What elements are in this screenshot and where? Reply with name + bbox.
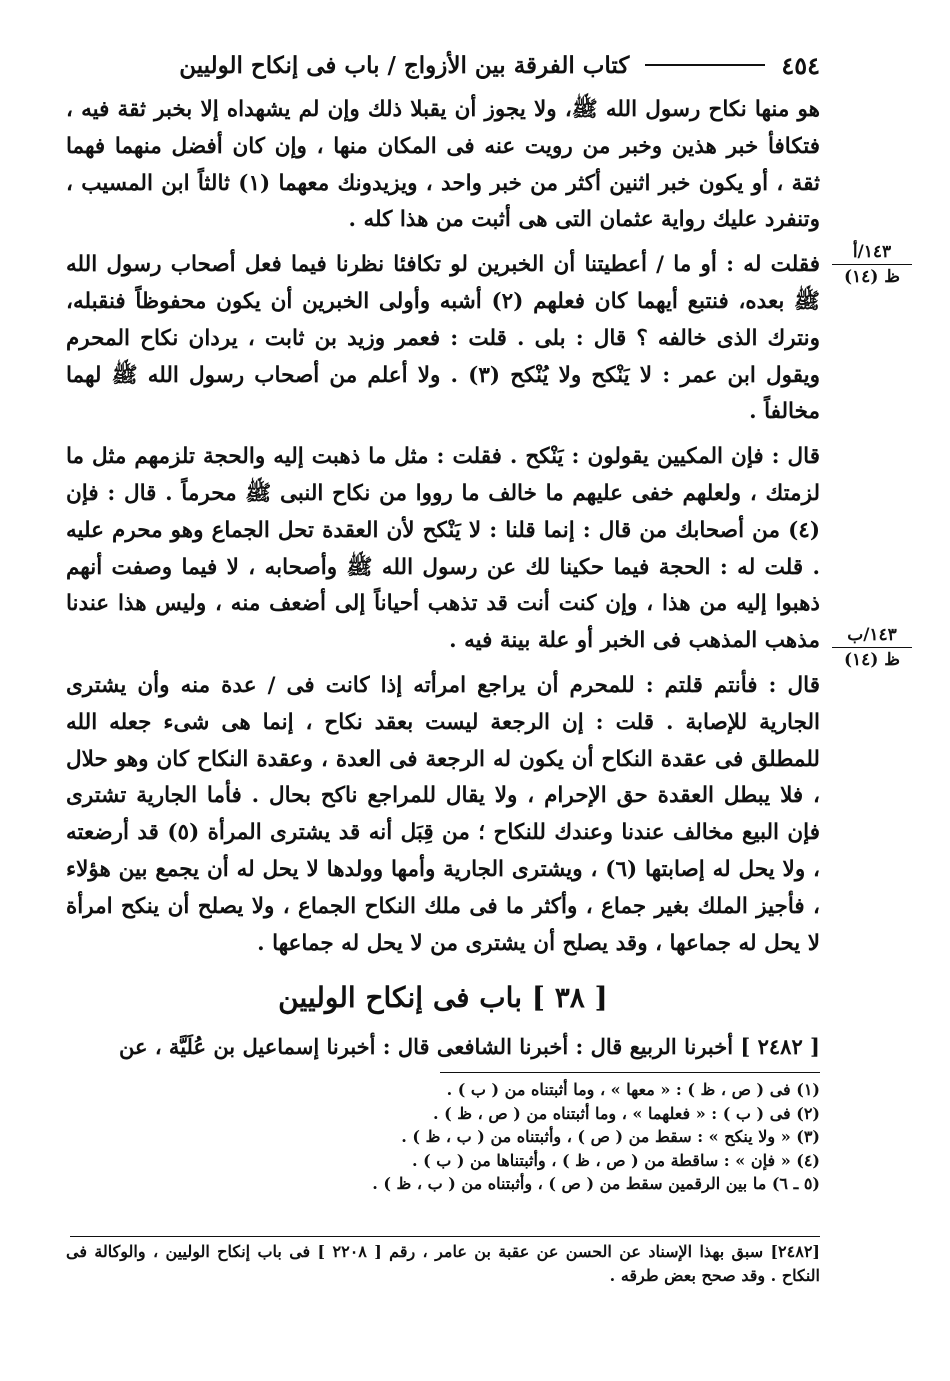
takhrij-note: [٢٤٨٢] سبق بهذا الإسناد عن الحسن عن عقبة بن عامر ، رقم [ ٢٢٠٨ ] فى باب إنكاح الوليين ، والوكالة فى النكاح . وقد صحح بعض طرقه . [66, 1242, 820, 1285]
paragraph: فقلت له : أو ما / أعطيتنا أن الخبرين لو تكافئا نظرنا فيما فعل أصحاب رسول الله ﷺ بعده، فنتبع أيهما كان فعلهم (٢) أشبه وأولى الخبرين أن يكون محفوظاً فنقبله، ونترك الذى خالفه ؟ قال : بلى . قلت : فعمر وزيد بن ثابت ، يردان نكاح المحرم ويقول ابن عمر : لا يَنْكح ولا يُنْكح (٣) . ولا أعلم من أصحاب رسول الله ﷺ لهما مخالفاً . [66, 252, 820, 425]
footnote: (٥ ـ ٦) ما بين الرقمين سقط من ( ص ) ، وأثبتناه من ( ب ، ظ ) . [372, 1174, 820, 1194]
margin-note [832, 625, 912, 670]
page-number: ٤٥٤ [781, 50, 820, 80]
takhrij-separator [70, 1236, 820, 1237]
main-text [66, 92, 820, 962]
paragraph: قال : فأنتم قلتم : للمحرم أن يراجع امرأته إذا كانت فى / عدة منه وأن يشترى الجارية للإصابة . قلت : إن الرجعة ليست بعقد نكاح ، إنما هى شىء جعله الله للمطلق فى عقدة النكاح أن يكون له الرجعة فى العدة ، وعقدة النكاح كان وهو حلال ، فلا يبطل العقدة حق الإحرام ، ولا يقال للمراجع ناكح بحال . فأما الجارية تشترى فإن البيع مخالف عندنا وعندك للنكاح ؛ من قِبَل أنه قد يشترى المرأة (٥) قد أرضعته ، ولا يحل له إصابتها (٦) ، ويشترى الجارية وأمها وولدها لا يحل له أن يجمع بين هؤلاء ، فأجيز الملك بغير جماع ، وأكثر ما فى ملك النكاح الجماع ، ولا يصلح أن ينكح امرأة لا يحل له جماعها ، وقد يصلح أن يشترى من لا يحل له جماعها . [66, 672, 820, 956]
margin-leaf-ref: ١٤٣/أ [832, 242, 912, 265]
running-header [60, 42, 820, 88]
footnote: (٢) فى ( ب ) : « فعلهما » ، وما أثبتناه من ( ص ، ظ ) . [432, 1103, 820, 1123]
footnote: (٤) « فإن » : ساقطة من ( ص ، ظ ) ، وأثبتناها من ( ب ) . [412, 1150, 820, 1170]
paragraph: هو منها نكاح رسول الله ﷺ، ولا يجوز أن يقبلا ذلك وإن لم يشهداه إلا بخبر ثقة فيه ، فتكافأ خبر هذين وخبر من رويت عنه فى المكان منها ، وإن كان أفضل منهما فهما ثقة ، أو يكون خبر اثنين أكثر من خبر واحد ، ويزيدونك معهما (١) ثالثاً ابن المسيب ، وتنفرد عليك رواية عثمان التى هى أثبت من هذا كله . [66, 97, 821, 233]
chapter-heading: [ ٣٨ ] باب فى إنكاح الوليين [278, 981, 608, 1014]
footnotes [66, 1078, 820, 1196]
margin-leaf-ref: ١٤٣/ب [832, 625, 912, 648]
header-rule [645, 64, 765, 66]
margin-manuscript-ref: ظ (١٤) [844, 267, 900, 287]
running-title: كتاب الفرقة بين الأزواج / باب فى إنكاح الوليين [179, 51, 630, 79]
footnote-separator [440, 1072, 820, 1073]
footnote: (١) فى ( ص ، ظ ) : « معها » ، وما أثبتناه من ( ب ) . [446, 1080, 820, 1099]
paragraph: قال : فإن المكيين يقولون : يَنْكح . فقلت : مثل ما ذهبت إليه والحجة تلزمهم مثل ما لزمتك ، ولعلهم خفى عليهم ما خالف ما رووا من نكاح النبى ﷺ محرماً . قال : فإن (٤) من أصحابك من قال : إنما قلنا : لا يَنْكح لأن العقدة تحل الجماع وهو محرم عليه . قلت له : الحجة فيما حكينا لك عن رسول الله ﷺ وأصحابه ، لا فيما وصفت أنهم ذهبوا إليه من هذا ، وإن كنت أنت قد تذهب أحياناً إلى أضعف منه ، وليس هذا عندنا مذهب المذهب فى الخبر أو علة بينة فيه . [66, 444, 820, 654]
footnote: (٣) « ولا ينكح » : سقط من ( ص ) ، وأثبتناه من ( ب ، ظ ) . [401, 1127, 820, 1147]
margin-manuscript-ref: ظ (١٤) [844, 650, 900, 670]
margin-note [832, 242, 912, 287]
hadith-opening: [ ٢٤٨٢ ] أخبرنا الربيع قال : أخبرنا الشافعى قال : أخبرنا إسماعيل بن عُلَيَّة ، عن [119, 1034, 820, 1059]
